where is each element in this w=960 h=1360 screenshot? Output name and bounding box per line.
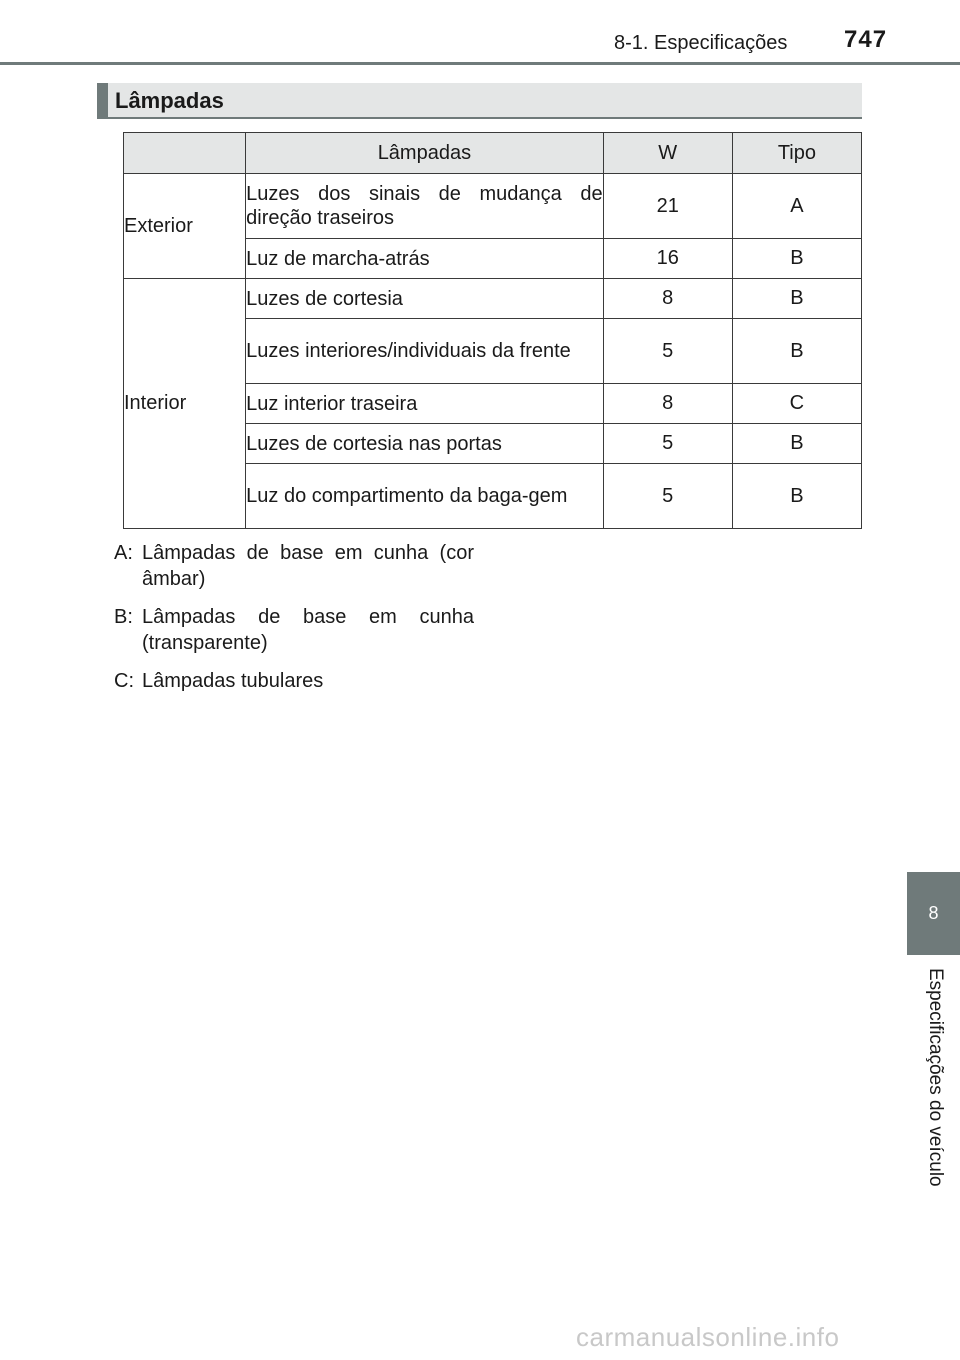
bulb-name: Luz de marcha-atrás xyxy=(246,239,603,279)
section-header-bar xyxy=(97,83,108,117)
bulb-type: C xyxy=(732,384,861,424)
legend-key: C: xyxy=(114,670,134,692)
bulb-type: B xyxy=(732,239,861,279)
category-cell: Exterior xyxy=(124,174,246,279)
legend-text: Lâmpadas tubulares xyxy=(142,670,324,692)
bulb-watts: 8 xyxy=(603,279,732,319)
bulb-type: B xyxy=(732,464,861,529)
bulb-watts: 5 xyxy=(603,464,732,529)
bulb-watts: 16 xyxy=(603,239,732,279)
bulb-name: Luzes de cortesia xyxy=(246,279,603,319)
column-header-category xyxy=(124,133,246,174)
section-title: Lâmpadas xyxy=(115,88,224,113)
bulb-table xyxy=(123,132,862,529)
column-header-tipo: Tipo xyxy=(732,133,861,174)
legend-note xyxy=(114,668,474,694)
page-number: 747 xyxy=(844,26,888,53)
chapter-label: Especificações do veículo xyxy=(925,968,946,1187)
bulb-watts: 8 xyxy=(603,384,732,424)
watermark: carmanualsonline.info xyxy=(576,1322,840,1352)
bulb-watts: 5 xyxy=(603,319,732,384)
chapter-number: 8 xyxy=(928,903,939,923)
bulb-name: Luz interior traseira xyxy=(246,384,603,424)
bulb-type: B xyxy=(732,319,861,384)
legend-note xyxy=(114,604,474,656)
section-header xyxy=(97,83,862,119)
legend-note xyxy=(114,540,474,592)
table-row xyxy=(124,174,862,239)
bulb-type: B xyxy=(732,279,861,319)
chapter-tab xyxy=(907,872,960,955)
bulb-type: B xyxy=(732,424,861,464)
column-header-w: W xyxy=(603,133,732,174)
table-row xyxy=(124,279,862,319)
bulb-name: Luz do compartimento da baga-gem xyxy=(246,464,603,529)
section-label: 8-1. Especificações xyxy=(614,32,788,54)
legend-key: A: xyxy=(114,542,133,564)
legend-text: Lâmpadas de base em cunha (cor âmbar) xyxy=(142,542,474,590)
legend-text: Lâmpadas de base em cunha (transparente) xyxy=(142,606,474,654)
legend-key: B: xyxy=(114,606,133,628)
bulb-name: Luzes interiores/individuais da frente xyxy=(246,319,603,384)
header-rule xyxy=(0,62,960,65)
bulb-watts: 5 xyxy=(603,424,732,464)
bulb-watts: 21 xyxy=(603,174,732,239)
table-header-row xyxy=(124,133,862,174)
bulb-name: Luzes dos sinais de mudança de direção traseiros xyxy=(246,174,603,239)
column-header-lampadas: Lâmpadas xyxy=(246,133,603,174)
category-cell: Interior xyxy=(124,279,246,529)
legend-notes xyxy=(114,540,474,706)
bulb-type: A xyxy=(732,174,861,239)
bulb-name: Luzes de cortesia nas portas xyxy=(246,424,603,464)
